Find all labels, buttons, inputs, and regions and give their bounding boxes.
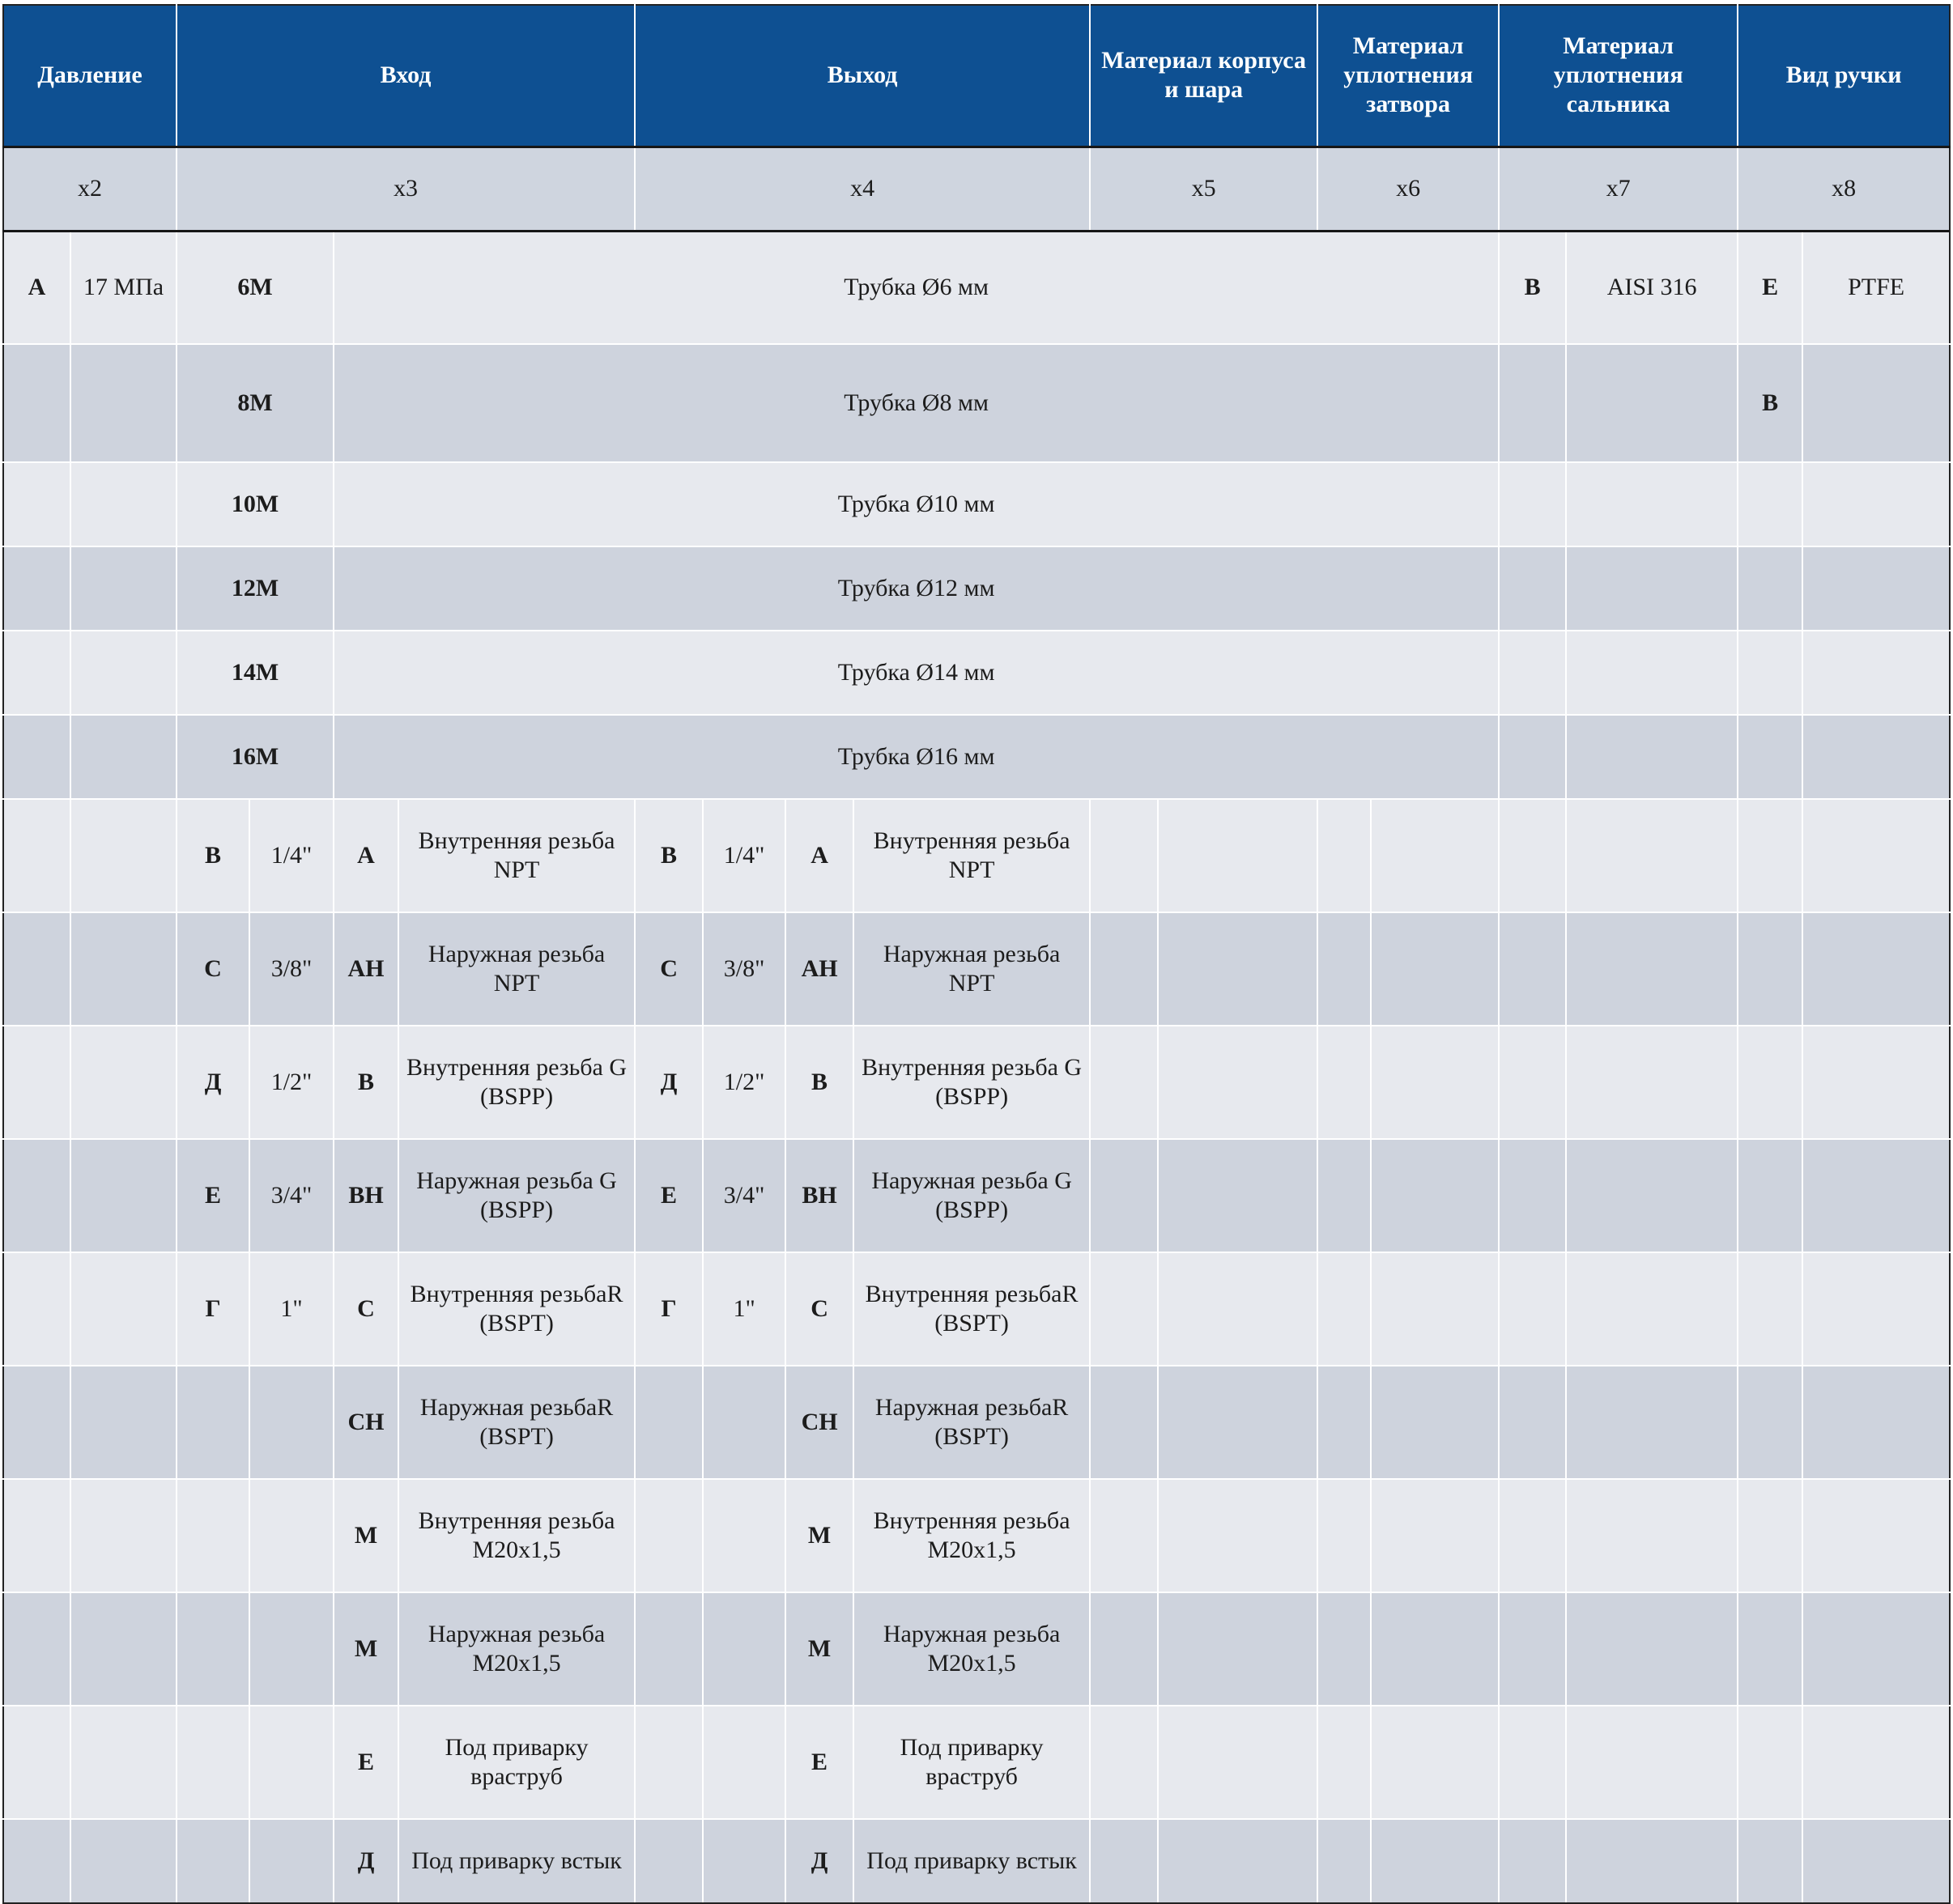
- table-row: [3, 462, 1950, 546]
- table-row: [3, 231, 1950, 344]
- code-row: [3, 147, 1950, 231]
- header-handle-type: Вид ручки: [1738, 5, 1950, 147]
- tube-code: 16M: [177, 715, 334, 799]
- outlet-connection-label: Под приварку враструб: [853, 1706, 1090, 1819]
- pressure-code: A: [3, 231, 70, 344]
- inlet-size-value: 3/8": [249, 912, 334, 1026]
- seat-seal-code: B: [1738, 344, 1802, 462]
- code-x5: x5: [1090, 147, 1317, 231]
- outlet-connection-code: BH: [785, 1139, 853, 1252]
- ordering-code-table: [2, 4, 1951, 1904]
- table-row: [3, 1479, 1950, 1592]
- pressure-value: 17 МПа: [70, 231, 177, 344]
- inlet-connection-code: BH: [334, 1139, 398, 1252]
- outlet-connection-code: Д: [785, 1819, 853, 1903]
- outlet-size-code: Г: [635, 1252, 703, 1366]
- inlet-size-code: E: [177, 1139, 249, 1252]
- tube-label: Трубка Ø14 мм: [334, 631, 1499, 715]
- table-row: [3, 912, 1950, 1026]
- inlet-connection-label: Наружная резьба M20x1,5: [398, 1592, 635, 1706]
- inlet-connection-code: CH: [334, 1366, 398, 1479]
- tube-code: 6M: [177, 231, 334, 344]
- inlet-connection-code: AH: [334, 912, 398, 1026]
- outlet-connection-code: M: [785, 1592, 853, 1706]
- inlet-connection-code: A: [334, 799, 398, 912]
- inlet-connection-label: Под приварку враструб: [398, 1706, 635, 1819]
- body-material-value: AISI 316: [1566, 231, 1738, 344]
- outlet-connection-label: Наружная резьба G (BSPP): [853, 1139, 1090, 1252]
- code-x4: x4: [635, 147, 1090, 231]
- inlet-connection-label: Внутренняя резьбаR (BSPT): [398, 1252, 635, 1366]
- tube-code: 12M: [177, 546, 334, 631]
- inlet-size-code: Д: [177, 1026, 249, 1139]
- inlet-connection-label: Внутренняя резьба M20x1,5: [398, 1479, 635, 1592]
- inlet-size-code: Г: [177, 1252, 249, 1366]
- inlet-size-value: 1": [249, 1252, 334, 1366]
- outlet-connection-label: Наружная резьба NPT: [853, 912, 1090, 1026]
- tube-label: Трубка Ø16 мм: [334, 715, 1499, 799]
- inlet-connection-code: M: [334, 1592, 398, 1706]
- outlet-size-value: 1": [703, 1252, 785, 1366]
- tube-label: Трубка Ø6 мм: [334, 231, 1499, 344]
- tube-label: Трубка Ø8 мм: [334, 344, 1499, 462]
- inlet-connection-code: E: [334, 1706, 398, 1819]
- outlet-connection-label: Внутренняя резьба NPT: [853, 799, 1090, 912]
- tube-label: Трубка Ø10 мм: [334, 462, 1499, 546]
- table-row: [3, 344, 1950, 462]
- inlet-connection-label: Наружная резьба G (BSPP): [398, 1139, 635, 1252]
- outlet-connection-label: Наружная резьбаR (BSPT): [853, 1366, 1090, 1479]
- outlet-connection-code: B: [785, 1026, 853, 1139]
- header-body-material: Материал корпуса и шара: [1090, 5, 1317, 147]
- header-pressure: Давление: [3, 5, 177, 147]
- outlet-size-value: 1/2": [703, 1026, 785, 1139]
- table-row: [3, 1026, 1950, 1139]
- table-row: [3, 1252, 1950, 1366]
- table-row: [3, 546, 1950, 631]
- outlet-connection-code: AH: [785, 912, 853, 1026]
- inlet-connection-code: C: [334, 1252, 398, 1366]
- inlet-connection-label: Внутренняя резьба NPT: [398, 799, 635, 912]
- inlet-connection-label: Внутренняя резьба G (BSPP): [398, 1026, 635, 1139]
- seat-seal-code: E: [1738, 231, 1802, 344]
- body-material-code: B: [1499, 231, 1566, 344]
- tube-label: Трубка Ø12 мм: [334, 546, 1499, 631]
- header-row: [3, 5, 1950, 147]
- inlet-connection-code: M: [334, 1479, 398, 1592]
- header-seat-seal-material: Материал уплотнения затвора: [1317, 5, 1499, 147]
- inlet-size-value: 1/4": [249, 799, 334, 912]
- outlet-connection-label: Внутренняя резьба G (BSPP): [853, 1026, 1090, 1139]
- outlet-connection-label: Наружная резьба M20x1,5: [853, 1592, 1090, 1706]
- code-x3: x3: [177, 147, 635, 231]
- outlet-connection-code: A: [785, 799, 853, 912]
- outlet-size-value: 3/4": [703, 1139, 785, 1252]
- inlet-size-value: 3/4": [249, 1139, 334, 1252]
- inlet-connection-label: Наружная резьба NPT: [398, 912, 635, 1026]
- seat-seal-value: [1802, 344, 1950, 462]
- table-row: [3, 715, 1950, 799]
- outlet-connection-label: Внутренняя резьба M20x1,5: [853, 1479, 1090, 1592]
- inlet-size-code: B: [177, 799, 249, 912]
- outlet-size-value: 3/8": [703, 912, 785, 1026]
- table-row: [3, 631, 1950, 715]
- table-row: [3, 1366, 1950, 1479]
- inlet-connection-code: Д: [334, 1819, 398, 1903]
- inlet-connection-label: Наружная резьбаR (BSPT): [398, 1366, 635, 1479]
- outlet-connection-code: M: [785, 1479, 853, 1592]
- table-row: [3, 1139, 1950, 1252]
- table-row: [3, 1819, 1950, 1903]
- inlet-connection-code: B: [334, 1026, 398, 1139]
- seat-seal-value: PTFE: [1802, 231, 1950, 344]
- outlet-size-code: C: [635, 912, 703, 1026]
- outlet-size-code: E: [635, 1139, 703, 1252]
- code-x2: x2: [3, 147, 177, 231]
- inlet-size-value: 1/2": [249, 1026, 334, 1139]
- tube-code: 10M: [177, 462, 334, 546]
- header-outlet: Выход: [635, 5, 1090, 147]
- tube-code: 8M: [177, 344, 334, 462]
- code-x6: x6: [1317, 147, 1499, 231]
- outlet-connection-code: E: [785, 1706, 853, 1819]
- outlet-connection-code: CH: [785, 1366, 853, 1479]
- header-inlet: Вход: [177, 5, 635, 147]
- code-x8: x8: [1738, 147, 1950, 231]
- inlet-size-code: C: [177, 912, 249, 1026]
- outlet-connection-code: C: [785, 1252, 853, 1366]
- table-row: [3, 1592, 1950, 1706]
- outlet-connection-label: Под приварку встык: [853, 1819, 1090, 1903]
- outlet-size-code: Д: [635, 1026, 703, 1139]
- table-row: [3, 1706, 1950, 1819]
- outlet-size-code: B: [635, 799, 703, 912]
- tube-code: 14M: [177, 631, 334, 715]
- outlet-size-value: 1/4": [703, 799, 785, 912]
- spec-table-container: [2, 4, 1951, 1904]
- header-stem-seal-material: Материал уплотнения сальника: [1499, 5, 1738, 147]
- code-x7: x7: [1499, 147, 1738, 231]
- inlet-connection-label: Под приварку встык: [398, 1819, 635, 1903]
- outlet-connection-label: Внутренняя резьбаR (BSPT): [853, 1252, 1090, 1366]
- table-row: [3, 799, 1950, 912]
